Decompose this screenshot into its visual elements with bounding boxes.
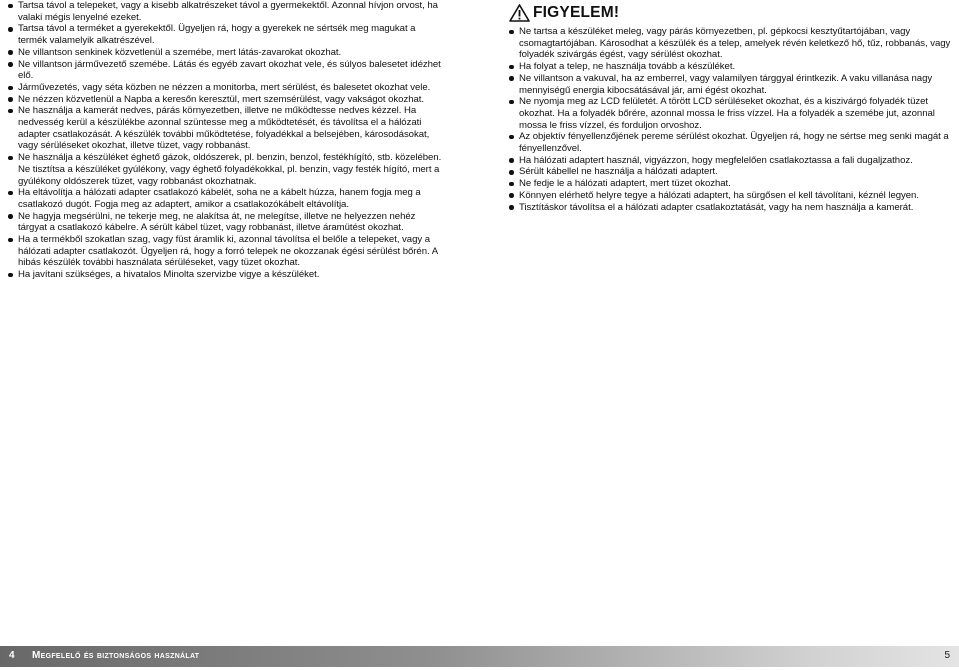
list-item: Ne hagyja megsérülni, ne tekerje meg, ne alakítsa át, ne melegítse, illetve ne helyezzen nehéz tárgyat a csatlakozó kábelre. A sérült kábel tüzet, vagy robbanást, illetve áramütést okozhat.	[8, 211, 446, 234]
page-number-left: 4	[9, 650, 15, 661]
list-item: Tartsa távol a terméket a gyerekektől. Ügyeljen rá, hogy a gyerekek ne sértsék meg magukat a termék valamelyik alkatrészével.	[8, 23, 446, 46]
footer-section-title: Megfelelő és biztonságos használat	[32, 650, 200, 661]
right-warning-list	[509, 26, 951, 213]
warning-heading	[509, 4, 951, 22]
list-item: Ne nézzen közvetlenül a Napba a keresőn keresztül, mert szemsérülést, vagy vakságot okozhat.	[8, 94, 446, 106]
list-item: Ha hálózati adaptert használ, vigyázzon, hogy megfelelően csatlakoztassa a fali dugaljzathoz.	[509, 155, 951, 167]
list-item: Ne fedje le a hálózati adaptert, mert tüzet okozhat.	[509, 178, 951, 190]
page-number-right: 5	[944, 650, 950, 661]
left-safety-list	[8, 0, 446, 281]
list-item: Ne használja a kamerát nedves, párás környezetben, illetve ne működtesse nedves kézzel. Ha nedvesség kerül a készülékbe azonnal szüntesse meg a működtetését, és távolítsa el a hálózati adapter csatlakozását. A készülék további működtetése, folyadékkal a belsejében, károsodásokat, vagy sérüléseket okozhat, illetve tüzet, vagy robbanást.	[8, 105, 446, 152]
list-item: Ne villantson járművezető szemébe. Látás és egyéb zavart okozhat vele, és súlyos balesetet idézhet elő.	[8, 59, 446, 82]
list-item: Az objektív fényellenzőjének pereme sérülést okozhat. Ügyeljen rá, hogy ne sértse meg senki magát a fényellenzővel.	[509, 131, 951, 154]
list-item: Ha javítani szükséges, a hivatalos Minolta szervizbe vigye a készüléket.	[8, 269, 446, 281]
list-item: Ne villantson senkinek közvetlenül a szemébe, mert látás-zavarokat okozhat.	[8, 47, 446, 59]
list-item: Ha a termékből szokatlan szag, vagy füst áramlik ki, azonnal távolítsa el belőle a telepeket, vagy a hálózati adapter csatlakozót. Ügyeljen rá, hogy a forró telepek ne okozzanak égési sérülést bőrén. A hibás készülék további használata sérüléseket, vagy tüzet okozhat.	[8, 234, 446, 269]
list-item: Tisztításkor távolítsa el a hálózati adapter csatlakoztatását, vagy ha nem használja a kamerát.	[509, 202, 951, 214]
list-item: Járművezetés, vagy séta közben ne nézzen a monitorba, mert sérülést, és balesetet okozhat vele.	[8, 82, 446, 94]
list-item: Ne használja a készüléket éghető gázok, oldószerek, pl. benzin, benzol, festékhígító, stb. közelében. Ne tisztítsa a készüléket gyúlékony, vagy éghető folyadékokkal, pl. benzin, vagy festék hígító, mert a gyúlékony oldószerek tüzet, vagy robbanást okozhatnak.	[8, 152, 446, 187]
list-item: Ne nyomja meg az LCD felületét. A törött LCD sérüléseket okozhat, és a kiszivárgó folyadék tüzet okozhat. Ha a folyadék bőrére, azonnal mossa le friss vízzel. Ha a folyadék a szemébe jut, azonnal mossa le friss vízzel, és forduljon orvoshoz.	[509, 96, 951, 131]
left-column	[8, 0, 446, 281]
list-item: Ha eltávolítja a hálózati adapter csatlakozó kábelét, soha ne a kábelt húzza, hanem fogja meg a csatlakozó dugót. Fogja meg az adaptert, amikor a csatlakozókábelt eltávolítja.	[8, 187, 446, 210]
list-item: Tartsa távol a telepeket, vagy a kisebb alkatrészeket távol a gyermekektől. Azonnal hívjon orvost, ha valaki mégis lenyelné ezeket.	[8, 0, 446, 23]
page-footer	[0, 646, 959, 667]
list-item: Ne tartsa a készüléket meleg, vagy párás környezetben, pl. gépkocsi kesztyűtartójában, vagy csomagtartójában. Károsodhat a készülék és a telep, amelyek révén keletkező hő, tűz, robbanás, vagy folyadék szivárgás égést, vagy sérülést okozhat.	[509, 26, 951, 61]
warning-triangle-icon	[509, 4, 530, 22]
right-column	[509, 0, 951, 213]
list-item: Sérült kábellel ne használja a hálózati adaptert.	[509, 166, 951, 178]
warning-title: FIGYELEM!	[533, 4, 620, 21]
list-item: Könnyen elérhető helyre tegye a hálózati adaptert, ha sürgősen el kell távolítani, kéznél legyen.	[509, 190, 951, 202]
list-item: Ne villantson a vakuval, ha az emberrel, vagy valamilyen tárggyal érintkezik. A vaku villanása nagy mennyiségű energia kibocsátásával jár, ami égést okozhat.	[509, 73, 951, 96]
list-item: Ha folyat a telep, ne használja tovább a készüléket.	[509, 61, 951, 73]
